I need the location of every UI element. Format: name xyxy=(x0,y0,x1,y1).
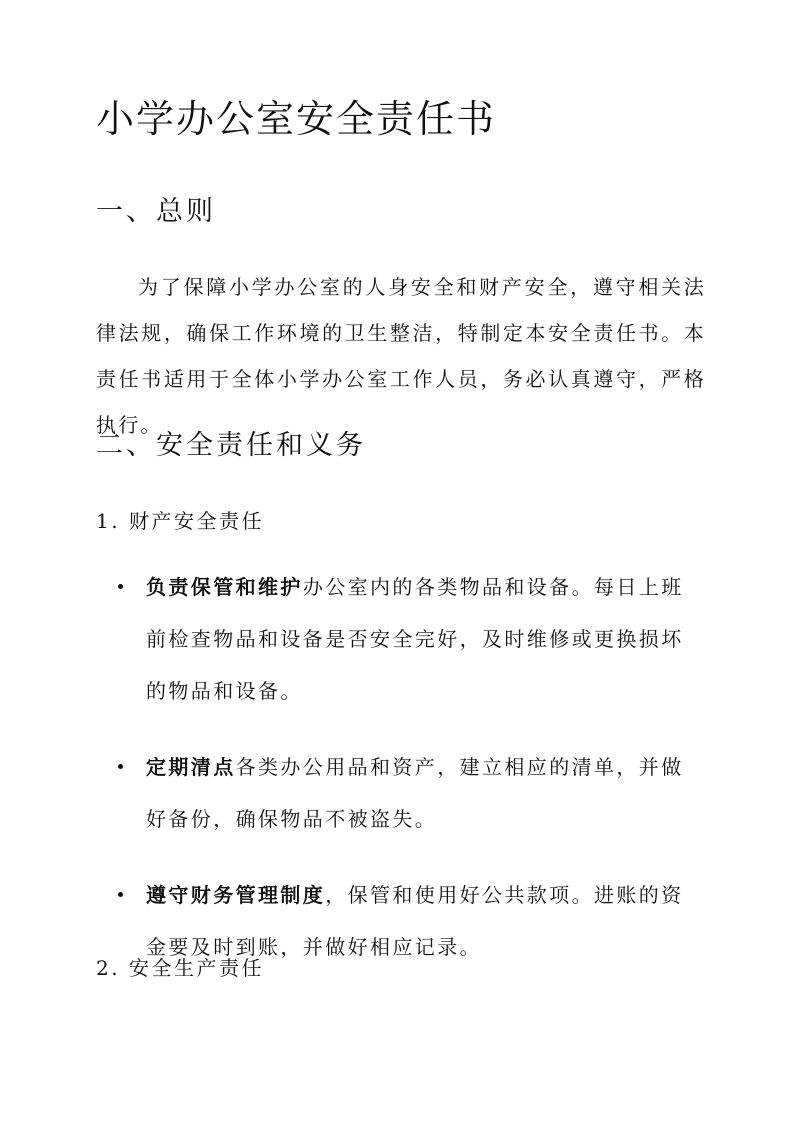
list-item xyxy=(118,741,698,845)
list-item-text: 办公室内的各类物品和设备。每日上班前检查物品和设备是否安全完好，及时维修或更换损坏的物品和设备。 xyxy=(146,575,684,703)
bullet-icon xyxy=(118,584,123,589)
section-heading-general: 一、总则 xyxy=(96,196,216,227)
property-safety-list xyxy=(118,561,698,997)
document-title: 小学办公室安全责任书 xyxy=(96,97,497,141)
list-item-keyword: 遵守财务管理制度 xyxy=(146,883,326,907)
general-paragraph: 为了保障小学办公室的人身安全和财产安全，遵守相关法律法规，确保工作环境的卫生整洁，特制定本安全责任书。本责任书适用于全体小学办公室工作人员，务必认真遵守，严格执行。 xyxy=(96,275,706,437)
bullet-icon xyxy=(118,892,123,897)
list-item-keyword: 负责保管和维护 xyxy=(146,575,303,599)
section-heading-responsibilities: 二、安全责任和义务 xyxy=(96,430,366,461)
bullet-icon xyxy=(118,764,123,769)
list-item-text: ，保管和使用好公共款项。进账的资金要及时到账，并做好相应记录。 xyxy=(146,883,684,959)
subsection-heading-production-safety: 2. 安全生产责任 xyxy=(96,956,264,980)
subsection-heading-property-safety: 1. 财产安全责任 xyxy=(96,509,264,533)
list-item-text: 各类办公用品和资产，建立相应的清单，并做好备份，确保物品不被盗失。 xyxy=(146,755,684,831)
list-item-keyword: 定期清点 xyxy=(146,755,236,779)
list-item xyxy=(118,561,698,717)
